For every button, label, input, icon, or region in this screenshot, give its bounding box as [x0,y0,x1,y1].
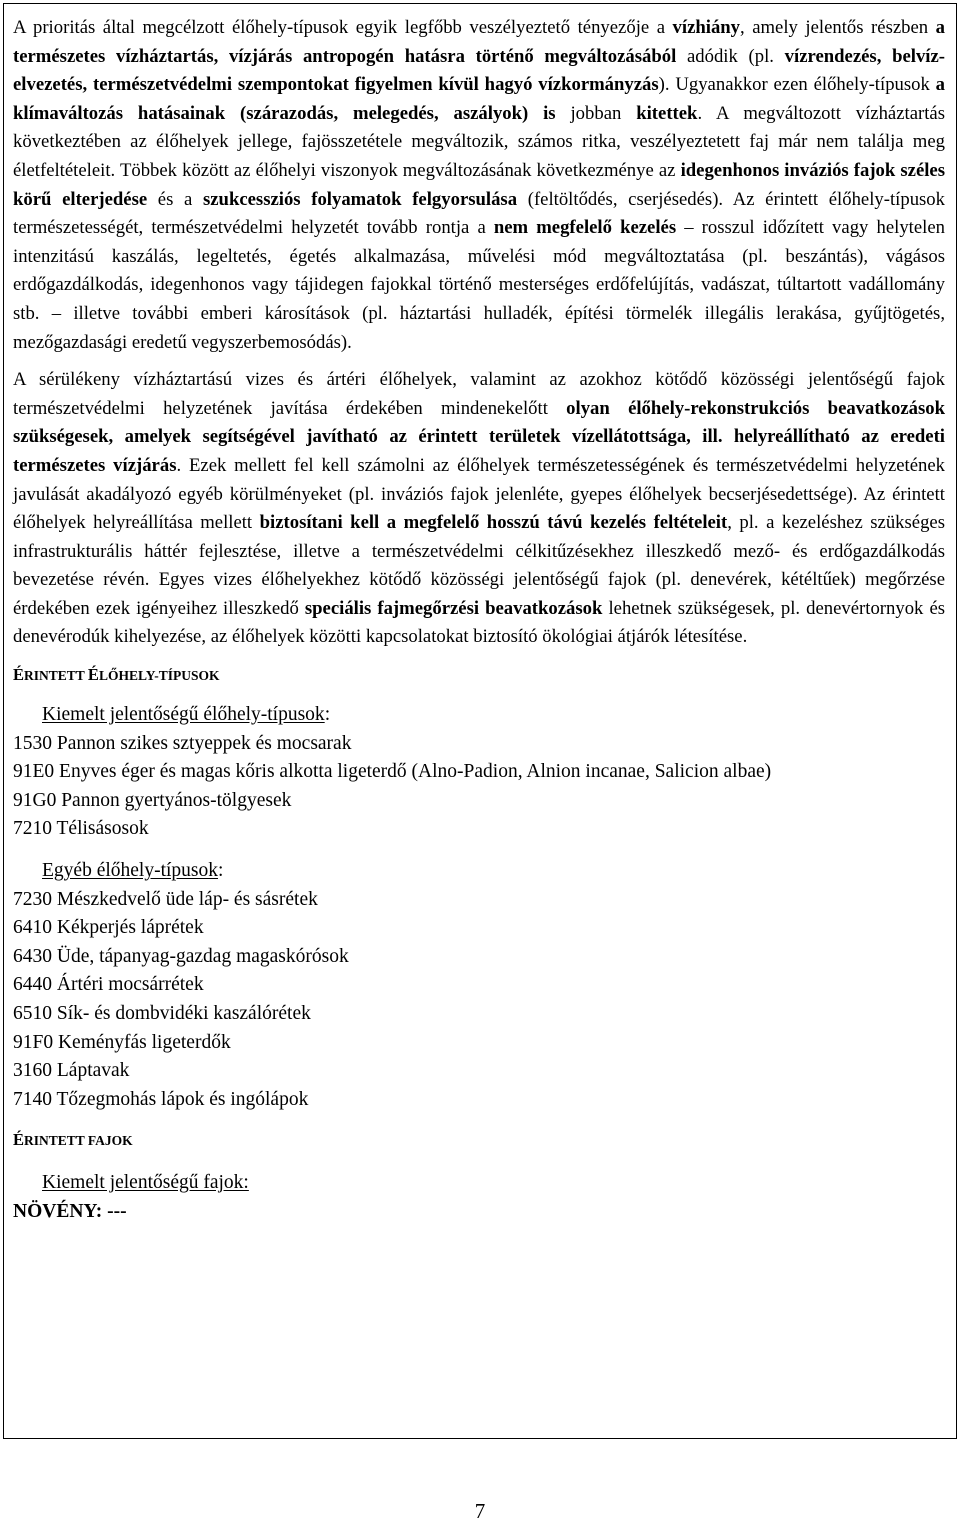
habitat-item: 6410 Kékperjés láprétek [13,917,204,939]
other-habitats-label-text: Egyéb élőhely-típusok [42,860,219,882]
text-run: adódik (pl. [676,45,785,67]
text-run: . A megváltozott vízháztartás következtében az élőhelyek jellege, fajösszetétele megváltozik, számos ritka, veszélyeztetett faj már nem találja meg életfeltételeit. Többek között az élőhelyi viszonyok megváltozásának következménye az [13,102,945,181]
priority-species-label-text: Kiemelt jelentőségű fajok: [42,1172,249,1194]
bold-text-run: idegenhonos inváziós fajok széles körű elterjedése [13,159,945,210]
other-habitats-list [13,886,945,1115]
text-run: , pl. a kezeléshez szükséges infrastrukturális háttér fejlesztése, illetve a természetvédelmi célkitűzésekhez illeszkedő mező- és erdőgazdálkodás bevezetése révén. Egyes vizes élőhelyekhez kötődő közösségi jelentőségű fajok (pl. denevérek, kétéltűek) megőrzése érdekében ezek igényeihez illeszkedő [13,512,945,619]
priority-species-label [42,1169,945,1198]
habitats-heading-first2: É [87,665,99,685]
bold-text-run: speciális fajmegőrzési beavatkozások [304,597,603,619]
paragraph-threats [13,14,945,357]
text-run: . Ezek mellett fel kell számolni az élőhelyek természetességének és természetvédelmi helyzetének javulását akadályozó egyéb körülményeket (pl. inváziós fajok jelenléte, gyepes élőhelyek becserjésedettsége). Az érintett élőhelyek helyreállítása mellett [13,454,945,534]
habitat-item: 7210 Télisásosok [13,818,149,840]
bold-text-run: vízrendezés, belvíz-elvezetés, természetvédelmi szempontokat figyelmen kívül hagyó vízkormányzás [13,45,945,96]
priority-habitats-label-colon: : [324,704,331,726]
text-run: jobban [555,102,637,124]
bold-text-run: olyan élőhely-rekonstrukciós beavatkozások szükségesek, amelyek segítségével javítható az érintett területek vízellátottsága, ill. helyreállítható az eredeti természetes vízjárás [13,397,946,476]
species-heading-first: É [13,1130,25,1150]
species-heading [13,1128,945,1153]
other-habitats-label-colon: : [218,860,224,882]
species-heading-rest: RINTETT FAJOK [24,1133,133,1149]
bold-text-run: nem megfelelő kezelés [493,217,677,239]
habitat-item: 7140 Tőzegmohás lápok és ingólápok [13,1088,309,1110]
habitat-item: 3160 Láptavak [13,1060,130,1082]
bold-text-run: vízhiány [672,17,741,38]
habitat-item: 91E0 Enyves éger és magas kőris alkotta ligeterdő (Alno-Padion, Alnion incanae, Salicion albae) [13,761,772,783]
page-number: 7 [474,1499,486,1523]
bold-text-run: a klímaváltozás hatásainak (szárazodás, melegedés, aszályok) is [13,74,945,124]
document-body [13,14,945,1227]
plants-line: NÖVÉNY: --- [13,1200,127,1222]
priority-habitats-label-text: Kiemelt jelentőségű élőhely-típusok [42,704,325,726]
habitats-heading-tail: -TÍPUSOK [154,668,220,684]
habitat-item: 6440 Ártéri mocsárrétek [13,974,204,996]
habitats-heading-first: É [13,665,25,685]
text-run: – rosszul időzített vagy helytelen intenzitású kaszálás, legeltetés, égetés alkalmazása, művelési mód megváltoztatása (pl. beszántás), vágásos erdőgazdálkodás, idegenhonos vagy tájidegen fajokkal történő mesterséges erdőfelújítás, vadászat, túltartott vadállomány stb. – illetve további emberi károsítások (pl. háztartási hulladék, építési törmelék illegális lerakása, gyűjtögetés, mezőgazdasági eredetű vegyszerbemosódás). [13,217,945,353]
habitats-heading-rest2: LŐHELY [98,668,155,684]
bold-text-run: kitettek [636,102,698,124]
habitat-item: 91G0 Pannon gyertyános-tölgyesek [13,789,292,811]
bold-text-run: a természetes vízháztartás, vízjárás antropogén hatásra történő megváltozásából [13,17,945,67]
paragraph-restoration [13,366,945,652]
priority-habitats-label [42,701,945,730]
bold-text-run: szukcessziós folyamatok felgyorsulása [202,188,518,210]
habitat-item: 7230 Mészkedvelő üde láp- és sásrétek [13,888,318,910]
habitats-heading-rest: RINTETT [24,668,88,684]
habitat-item: 6510 Sík- és dombvidéki kaszálórétek [13,1003,311,1024]
text-run: ). Ugyanakkor ezen élőhely-típusok [658,74,936,96]
text-run: A prioritás által megcélzott élőhely-típusok egyik legfőbb veszélyeztető tényezője a [13,17,673,38]
text-run: , amely jelentős részben [740,17,936,38]
text-run: és a [147,188,203,210]
priority-habitats-list [13,730,945,844]
habitat-item: 1530 Pannon szikes sztyeppek és mocsarak [13,732,352,754]
habitat-item: 6430 Üde, tápanyag-gazdag magaskórósok [13,945,349,967]
text-run: A sérülékeny vízháztartású vizes és ártéri élőhelyek, valamint az azokhoz kötődő közösségi jelentőségű fajok természetvédelmi helyzetének javítása érdekében mindenekelőtt [13,369,945,419]
text-run: (feltöltődés, cserjésedés). Az érintett élőhely-típusok természetességét, természetvédelmi helyzetét tovább rontja a [13,188,945,239]
habitat-item: 91F0 Keményfás ligeterdők [13,1031,231,1053]
text-run: lehetnek szükségesek, pl. denevértornyok és denevérodúk kihelyezése, az élőhelyek közötti kapcsolatokat biztosító ökológiai átjárók létesítése. [13,597,946,648]
habitats-heading [13,663,945,688]
bold-text-run: biztosítani kell a megfelelő hosszú távú kezelés feltételeit [259,512,728,534]
other-habitats-label [42,857,945,886]
